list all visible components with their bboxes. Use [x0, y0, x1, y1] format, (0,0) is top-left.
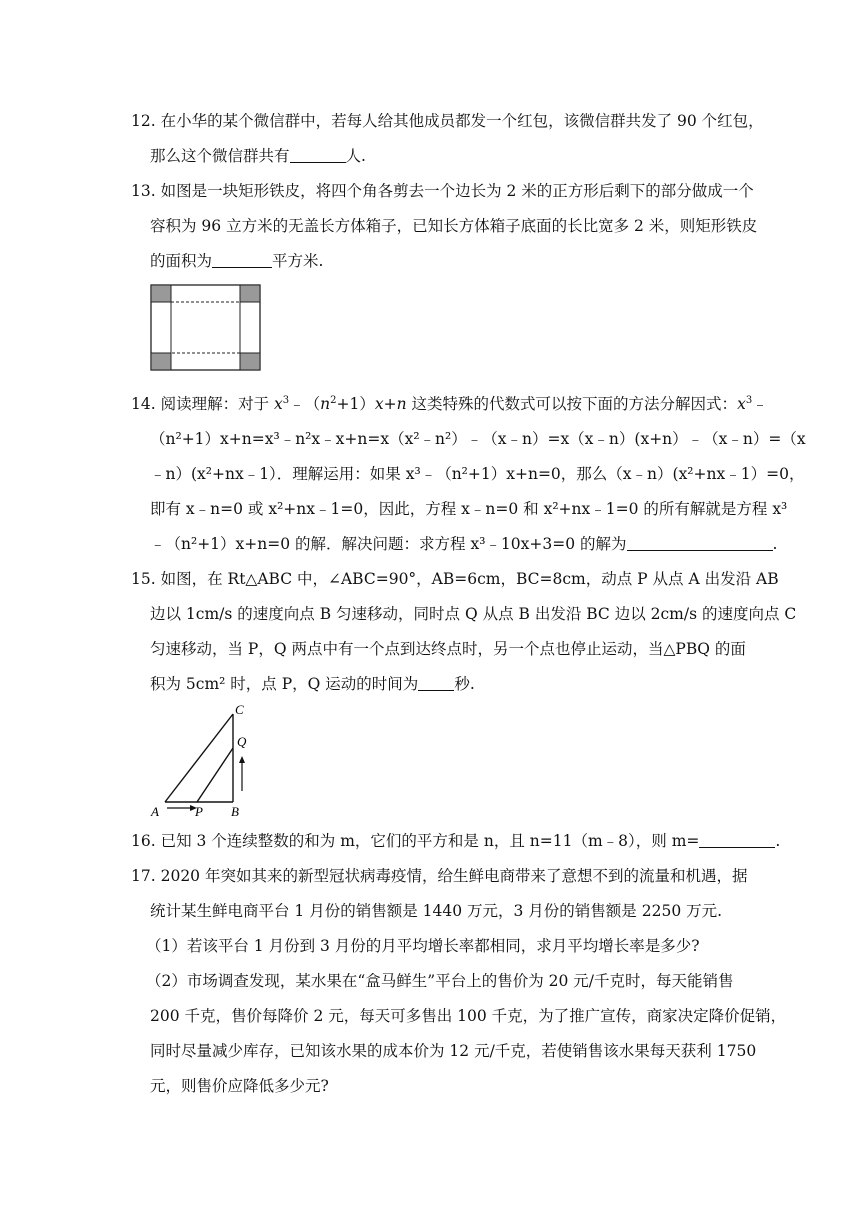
q17-text-2: 统计某生鲜电商平台 1 月份的销售额是 1440 万元，3 月份的销售额是 2250 万元. — [150, 902, 723, 920]
q14-text-5b: . — [772, 535, 778, 553]
q17-number: 17. — [131, 867, 156, 885]
q12-number: 12. — [131, 112, 156, 130]
q17-part-2-line-3 — [150, 1040, 756, 1062]
q14-number: 14. — [131, 395, 156, 413]
q14-exp-3b: 3 — [745, 395, 753, 406]
q14-text-4: 即有 x﹣n=0 或 x²+nx﹣1=0，因此，方程 x﹣n=0 和 x²+nx﹣1=0 的所有解就是方程 x³ — [150, 500, 788, 518]
q16-number: 16. — [131, 832, 156, 850]
q14-var-x3: x — [737, 395, 746, 413]
q16-text-b: . — [775, 832, 781, 850]
q15-number: 15. — [131, 570, 156, 588]
q16-text-a: 已知 3 个连续整数的和为 m，它们的平方和是 n，且 n=11（m﹣8），则 m= — [160, 832, 700, 850]
q17-line-1 — [131, 865, 747, 887]
q17-part-2-text-b: 200 千克，售价每降价 2 元，每天可多售出 100 千克，为了推广宣传，商家决定降价促销， — [150, 1007, 787, 1025]
q15-line-2 — [150, 603, 796, 625]
q15-answer-blank[interactable] — [418, 676, 454, 691]
q13-number: 13. — [131, 182, 156, 200]
q14-line-3 — [150, 463, 804, 485]
q15-text-4b: 秒. — [454, 675, 475, 693]
q14-text-1a: 阅读理解：对于 — [160, 395, 275, 413]
q15-text-4a: 积为 5cm² 时，点 P，Q 运动的时间为 — [150, 675, 419, 693]
q14-text-1g: +1） — [336, 395, 375, 413]
q13-line-2 — [150, 215, 757, 237]
q14-line-2 — [150, 428, 806, 450]
corner-square-bottom-right — [240, 353, 260, 370]
label-p: P — [195, 804, 203, 819]
label-c: C — [235, 702, 244, 717]
q15-line-1 — [131, 568, 779, 590]
q17-part-2-line-1 — [146, 970, 734, 992]
q15-line-4 — [150, 673, 475, 695]
q12-text-2b: 人. — [345, 147, 366, 165]
q14-var-x2: x — [374, 395, 384, 413]
q15-text-1: 如图，在 Rt△ABC 中，∠ABC=90°，AB=6cm，BC=8cm，动点 P 从点 A 出发沿 AB — [160, 570, 779, 588]
q15-line-3 — [150, 638, 746, 660]
corner-square-top-left — [151, 285, 171, 302]
q17-part-1 — [146, 935, 700, 957]
q14-answer-blank[interactable] — [627, 536, 773, 551]
q15-text-3: 匀速移动，当 P，Q 两点中有一个点到达终点时，另一个点也停止运动，当△PBQ 的面 — [150, 640, 746, 658]
side-ac — [165, 714, 233, 802]
q12-text-2a: 那么这个微信群共有 — [150, 147, 290, 165]
q14-exp-2: 2 — [330, 395, 337, 406]
segment-pq — [197, 748, 233, 802]
q14-text-1k: 这类特殊的代数式可以按下面的方法分解因式： — [406, 395, 738, 413]
label-q: Q — [237, 734, 247, 749]
q12-line-1 — [131, 110, 764, 132]
q14-line-5 — [150, 533, 777, 555]
q13-answer-blank[interactable] — [212, 253, 272, 268]
q14-var-n: n — [320, 395, 331, 413]
q14-plus: + — [383, 395, 397, 413]
label-a: A — [151, 804, 159, 819]
corner-square-top-right — [240, 285, 260, 302]
q13-text-2: 容积为 96 立方米的无盖长方体箱子，已知长方体箱子底面的长比宽多 2 米，则矩形铁皮 — [150, 217, 758, 235]
q14-text-2: （n²+1）x+n=x³﹣n²x﹣x+n=x（x²﹣n²）﹣（x﹣n）=x（x﹣n）(x+n）﹣（x﹣n）=（x — [150, 430, 806, 448]
q15-text-2: 边以 1cm/s 的速度向点 B 匀速移动，同时点 Q 从点 B 出发沿 BC 边以 2cm/s 的速度向点 C — [150, 605, 797, 623]
q14-text-5a: ﹣（n²+1）x+n=0 的解．解决问题：求方程 x³﹣10x+3=0 的解为 — [150, 535, 627, 553]
q17-part-2-text-c: 同时尽量减少库存，已知该水果的成本价为 12 元/千克，若使销售该水果每天获利 1750 — [150, 1042, 757, 1060]
q13-text-3b: 平方米. — [272, 252, 324, 270]
q14-text-3: ﹣n）(x²+nx﹣1）．理解运用：如果 x³﹣（n²+1）x+n=0，那么（x﹣n）(x²+nx﹣1）=0， — [150, 465, 805, 483]
q12-text-1: 在小华的某个微信群中，若每人给其他成员都发一个红包，该微信群共发了 90 个红包， — [160, 112, 764, 130]
q13-text-1: 如图是一块矩形铁皮，将四个角各剪去一个边长为 2 米的正方形后剩下的部分做成一个 — [160, 182, 754, 200]
q12-line-2 — [150, 145, 366, 167]
q12-answer-blank[interactable] — [290, 148, 346, 163]
q14-line-1 — [131, 393, 768, 415]
q17-text-1: 2020 年突如其来的新型冠状病毒疫情，给生鲜电商带来了意想不到的流量和机遇，据 — [160, 867, 748, 885]
q14-var-n2: n — [396, 395, 407, 413]
q17-part-2-text-d: 元，则售价应降低多少元? — [150, 1077, 329, 1095]
q13-text-3a: 的面积为 — [150, 252, 213, 270]
label-b: B — [231, 804, 239, 819]
q17-part-2-line-4 — [150, 1075, 329, 1097]
q15-figure — [145, 698, 265, 820]
q13-line-3 — [150, 250, 323, 272]
q14-line-4 — [150, 498, 787, 520]
arrow-q-head — [239, 756, 245, 763]
q14-text-1d: ﹣（ — [289, 395, 321, 413]
q14-var-x: x — [274, 395, 283, 413]
corner-square-bottom-left — [151, 353, 171, 370]
q14-minus: ﹣ — [752, 395, 768, 413]
q16-answer-blank[interactable] — [699, 833, 775, 848]
q14-exp-3: 3 — [282, 395, 290, 406]
q16-line-1 — [131, 830, 780, 852]
q13-line-1 — [131, 180, 754, 202]
q17-line-2 — [150, 900, 722, 922]
q17-part-2-line-2 — [150, 1005, 786, 1027]
q13-figure — [150, 284, 262, 372]
q17-part-2-text-a: （2）市场调查发现，某水果在“盒马鲜生”平台上的售价为 20 元/千克时，每天能销售 — [146, 972, 734, 990]
q17-part-1-text: （1）若该平台 1 月份到 3 月份的月平均增长率都相同，求月平均增长率是多少? — [146, 937, 700, 955]
